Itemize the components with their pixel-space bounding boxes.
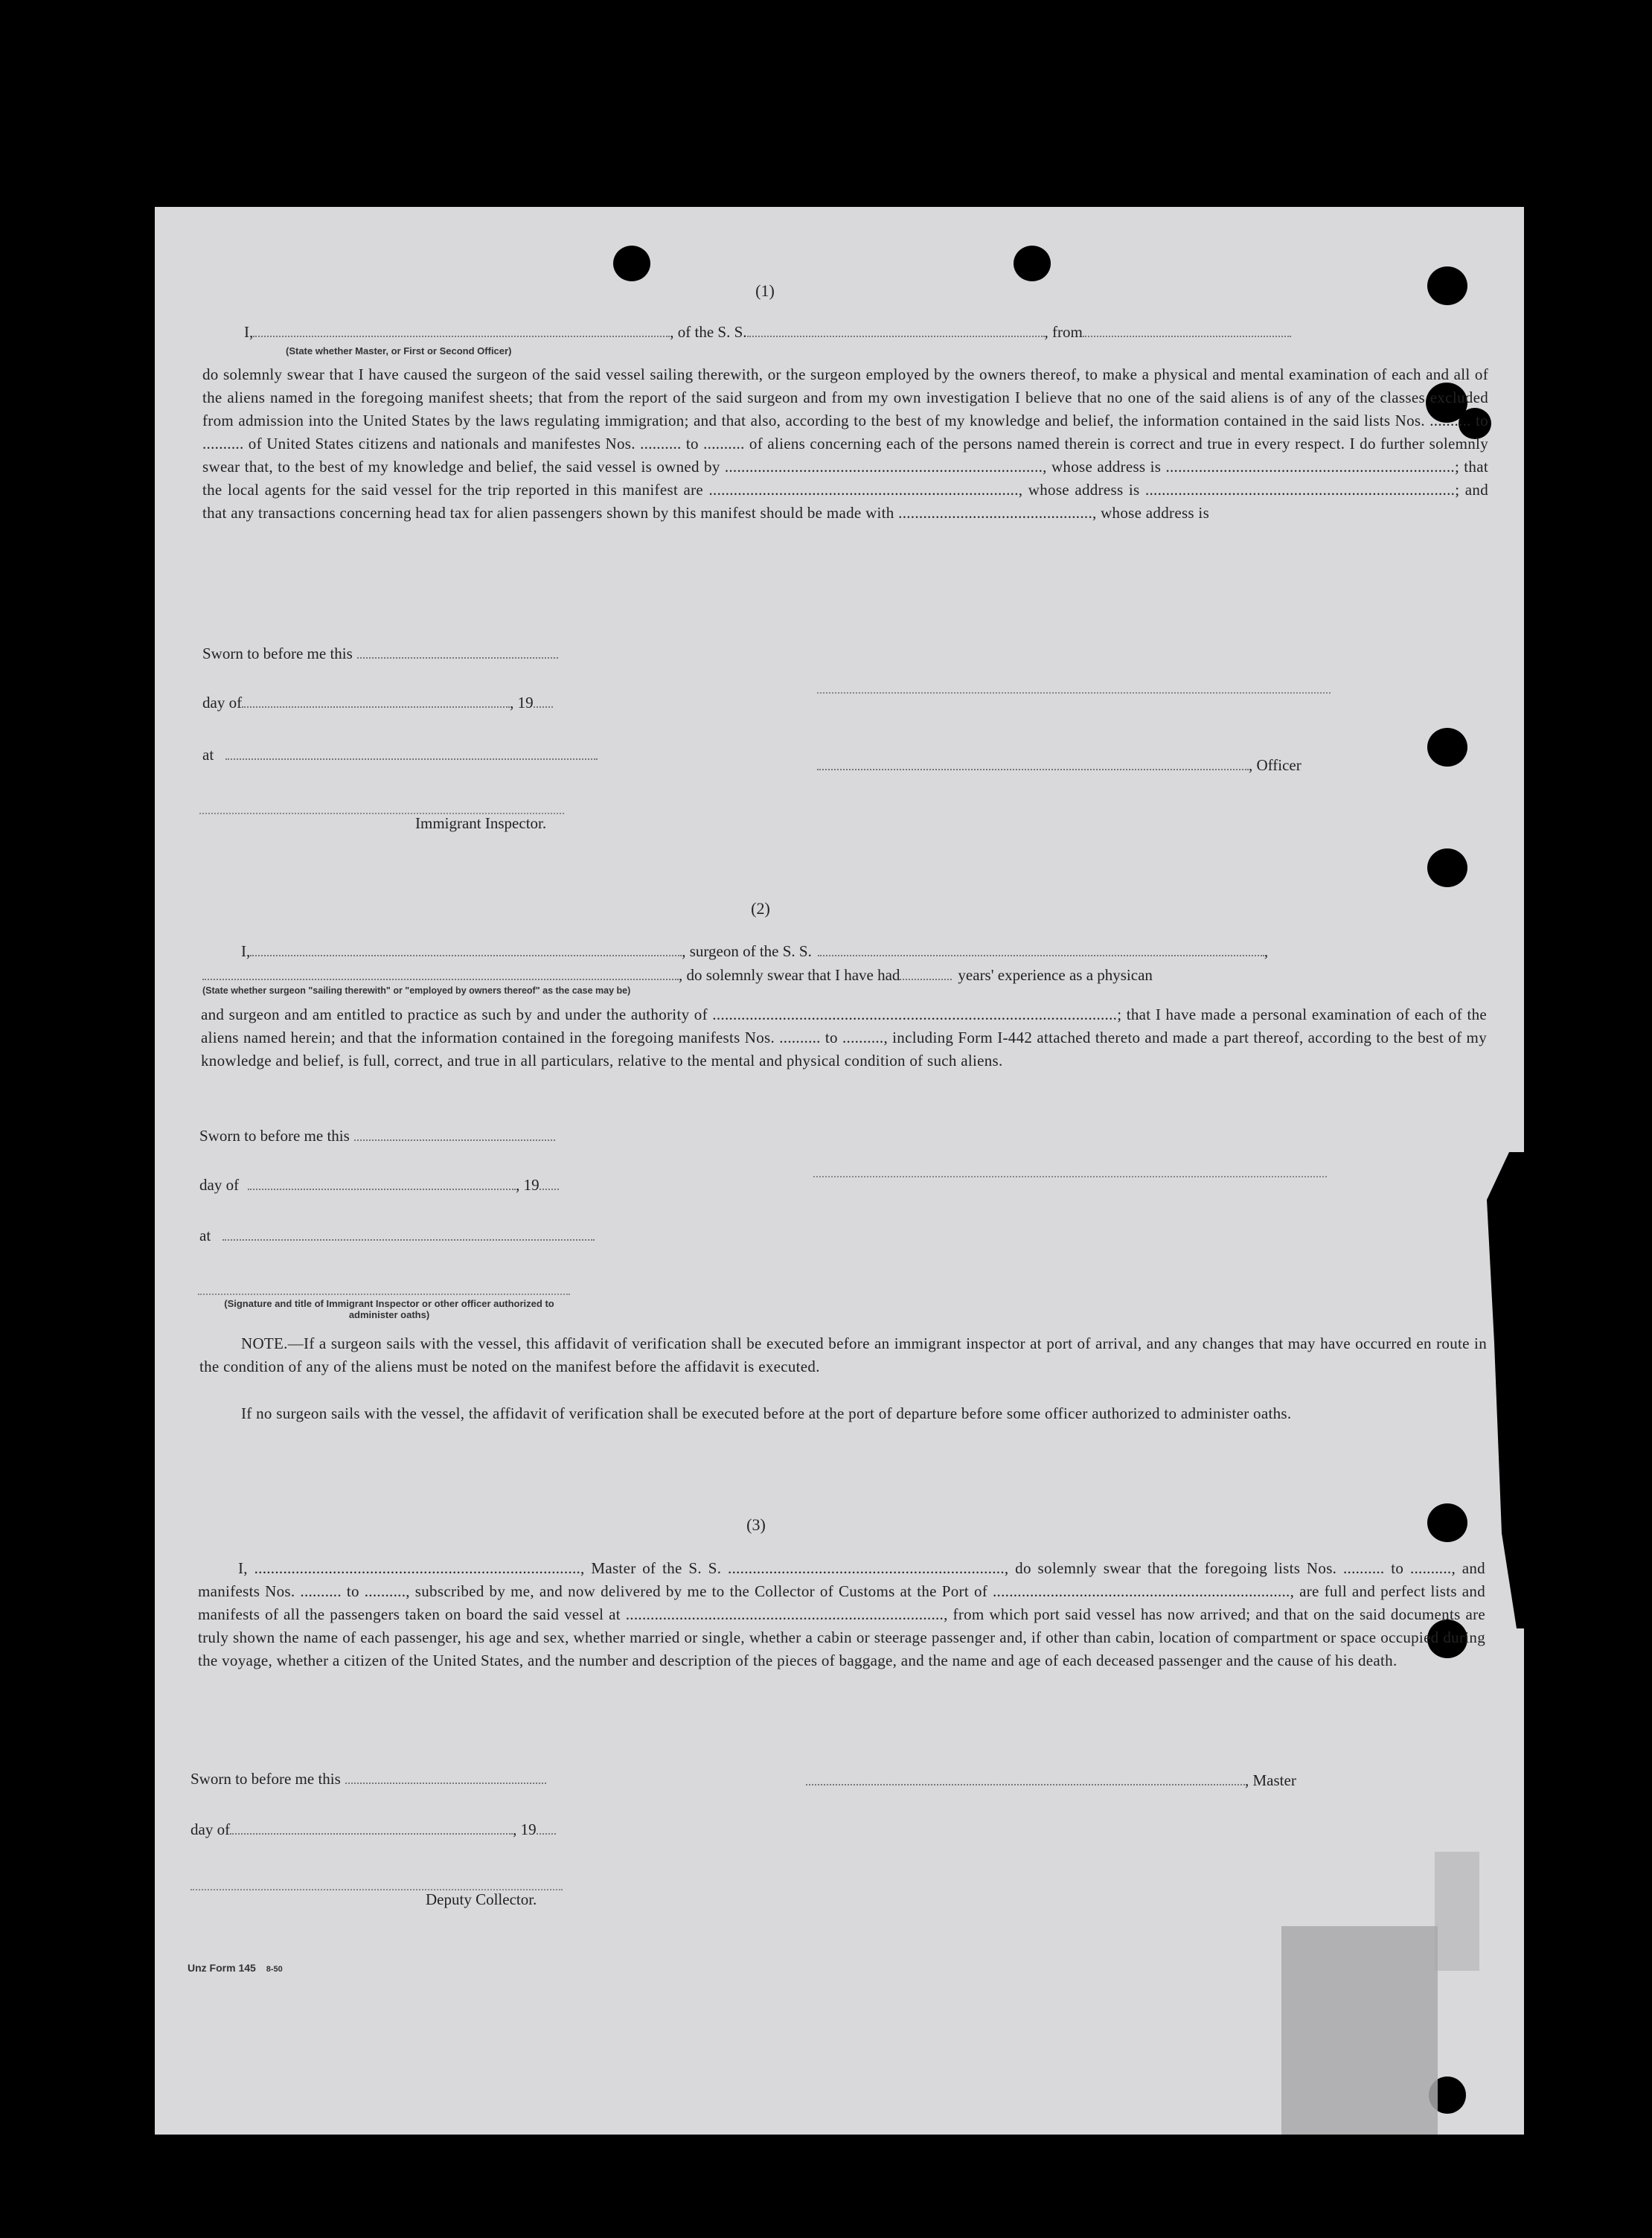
name-field[interactable] bbox=[253, 324, 670, 337]
torn-edge bbox=[1487, 1152, 1524, 1628]
signature-caption: (Signature and title of Immigrant Inspector or other officer authorized to administer oaths) bbox=[224, 1298, 554, 1320]
master-signature-field[interactable] bbox=[806, 1772, 1245, 1785]
sworn-date-field[interactable] bbox=[345, 1771, 546, 1784]
section1-body: do solemnly swear that I have caused the surgeon of the said vessel sailing therewith, or the surgeon employed by the owners thereof, to make a physical and mental examination of each and all of the aliens named in the foregoing manifest sheets; that from the report of the said surgeon and from my own investigation I believe that no one of the said aliens is of any of the classes excluded from admission into the United States by the laws regulating immigration; and that also, according to the best of my knowledge and belief, the information contained in the said lists Nos. .......... to .......... of United States citizens and nationals and manifestes Nos. .......... to .......... of aliens concerning each of the persons named therein is correct and true in every respect. I do further solemnly swear that, to the best of my knowledge and belief, the said vessel is owned by ............................................................................., whose address is ......................................................................; that the local agents for the said vessel for the trip reported in this manifest are ..........................................................................., whose address is ...........................................................................; and that any transactions concerning head tax for alien passengers shown by this manifest should be made with ..............................................., whose address is bbox=[202, 365, 1488, 522]
inspector-signature-line[interactable] bbox=[198, 1292, 570, 1295]
day-field[interactable] bbox=[242, 694, 510, 708]
punch-hole bbox=[1427, 848, 1467, 887]
day-of-line: day of , 19 bbox=[191, 1820, 556, 1839]
section-number: (2) bbox=[751, 899, 770, 918]
signature-line[interactable] bbox=[817, 691, 1331, 694]
label-ss: , of the S. S. bbox=[670, 323, 747, 341]
surgeon-line: I, , surgeon of the S. S. , bbox=[241, 942, 1269, 960]
section-number: (1) bbox=[755, 281, 775, 300]
surgeon-signature-line[interactable] bbox=[813, 1174, 1327, 1177]
experience-line: , do solemnly swear that I have had years' experience as a physican bbox=[202, 966, 1153, 985]
day-of-line: day of , 19 bbox=[199, 1176, 559, 1195]
surgeon-status-field[interactable] bbox=[202, 967, 679, 980]
surgeon-name-field[interactable] bbox=[250, 943, 682, 956]
punch-hole bbox=[1427, 728, 1467, 767]
officer-line: , Officer bbox=[817, 756, 1302, 775]
note-paragraph: NOTE.—If a surgeon sails with the vessel, this affidavit of verification shall be executed before an immigrant inspector at port of arrival, and any changes that may have occurred en route in the condition of any of the aliens must be noted on the manifest before the affidavit is executed. bbox=[199, 1334, 1487, 1375]
label-from: , from bbox=[1044, 323, 1083, 341]
years-field[interactable] bbox=[900, 967, 952, 980]
at-line: at bbox=[202, 746, 598, 764]
day-of-line: day of , 19 bbox=[202, 694, 553, 712]
punch-hole bbox=[1427, 1503, 1467, 1542]
year-field[interactable] bbox=[540, 1177, 559, 1190]
collector-title: Deputy Collector. bbox=[426, 1890, 537, 1908]
master-signature-line: , Master bbox=[806, 1771, 1296, 1790]
inspector-title: Immigrant Inspector. bbox=[415, 814, 547, 832]
at-field[interactable] bbox=[225, 746, 598, 760]
form-identifier: Unz Form 145 8-50 bbox=[188, 1962, 283, 1974]
officer-signature-field[interactable] bbox=[817, 757, 1249, 770]
master-line bbox=[244, 323, 1291, 342]
section3-body: I, ..............................................................................., Master of the S. S. ..................................................................., do solemnly swear that the foregoing lists Nos. .......... to .........., and manifests Nos. .......... to .........., subscribed by me, and now delivered by me to the Collector of Customs at the Port of ........................................................................, are full and perfect lists and manifests of all the passengers taken on board the said vessel at ............................................................................., from which port said vessel has now arrived; and that on the said documents are truly shown the name of each passenger, his age and sex, whether married or single, whether a cabin or steerage passenger and, if other than cabin, location of compartment or space occupied during the voyage, whether a citizen of the United States, and the number and description of the pieces of baggage, and the name and age of each deceased passenger and the cause of his death. bbox=[198, 1559, 1485, 1669]
punch-hole bbox=[613, 246, 650, 281]
vessel-field[interactable] bbox=[818, 943, 1264, 956]
sworn-line: Sworn to before me this bbox=[202, 645, 558, 663]
section-number: (3) bbox=[746, 1515, 766, 1534]
punch-hole bbox=[1427, 266, 1467, 305]
day-field[interactable] bbox=[230, 1821, 513, 1835]
officer-caption: (State whether Master, or First or Second Officer) bbox=[286, 345, 512, 357]
sworn-line: Sworn to before me this bbox=[191, 1770, 546, 1788]
section2-body: and surgeon and am entitled to practice as such by and under the authority of ..................................................................................................; that I have made a personal examination of each of the aliens named herein; and that the information contained in the foregoing manifests Nos. .......... to .........., including Form I-442 attached thereto and made a part thereof, according to the best of my knowledge and belief, is full, correct, and true in all particulars, relative to the mental and physical condition of such aliens. bbox=[201, 1005, 1487, 1070]
paper-tab bbox=[1435, 1852, 1479, 1971]
day-field[interactable] bbox=[248, 1177, 516, 1190]
from-port-field[interactable] bbox=[1083, 324, 1291, 337]
sworn-line: Sworn to before me this bbox=[199, 1127, 555, 1145]
label-i: I, bbox=[244, 323, 254, 341]
note-paragraph-2: If no surgeon sails with the vessel, the affidavit of verification shall be executed before at the port of departure before some officer authorized to administer oaths. bbox=[241, 1404, 1292, 1422]
sworn-date-field[interactable] bbox=[354, 1128, 555, 1141]
at-field[interactable] bbox=[222, 1227, 595, 1241]
sworn-date-field[interactable] bbox=[357, 645, 558, 659]
vessel-field[interactable] bbox=[747, 324, 1045, 337]
punch-hole bbox=[1014, 246, 1051, 281]
at-line: at bbox=[199, 1227, 595, 1245]
manifest-affidavit-sheet bbox=[155, 207, 1524, 2135]
surgeon-caption: (State whether surgeon "sailing therewith" or "employed by owners thereof" as the case may be) bbox=[202, 985, 631, 996]
year-field[interactable] bbox=[534, 694, 553, 708]
year-field[interactable] bbox=[537, 1821, 556, 1835]
paper-tab bbox=[1281, 1926, 1438, 2135]
